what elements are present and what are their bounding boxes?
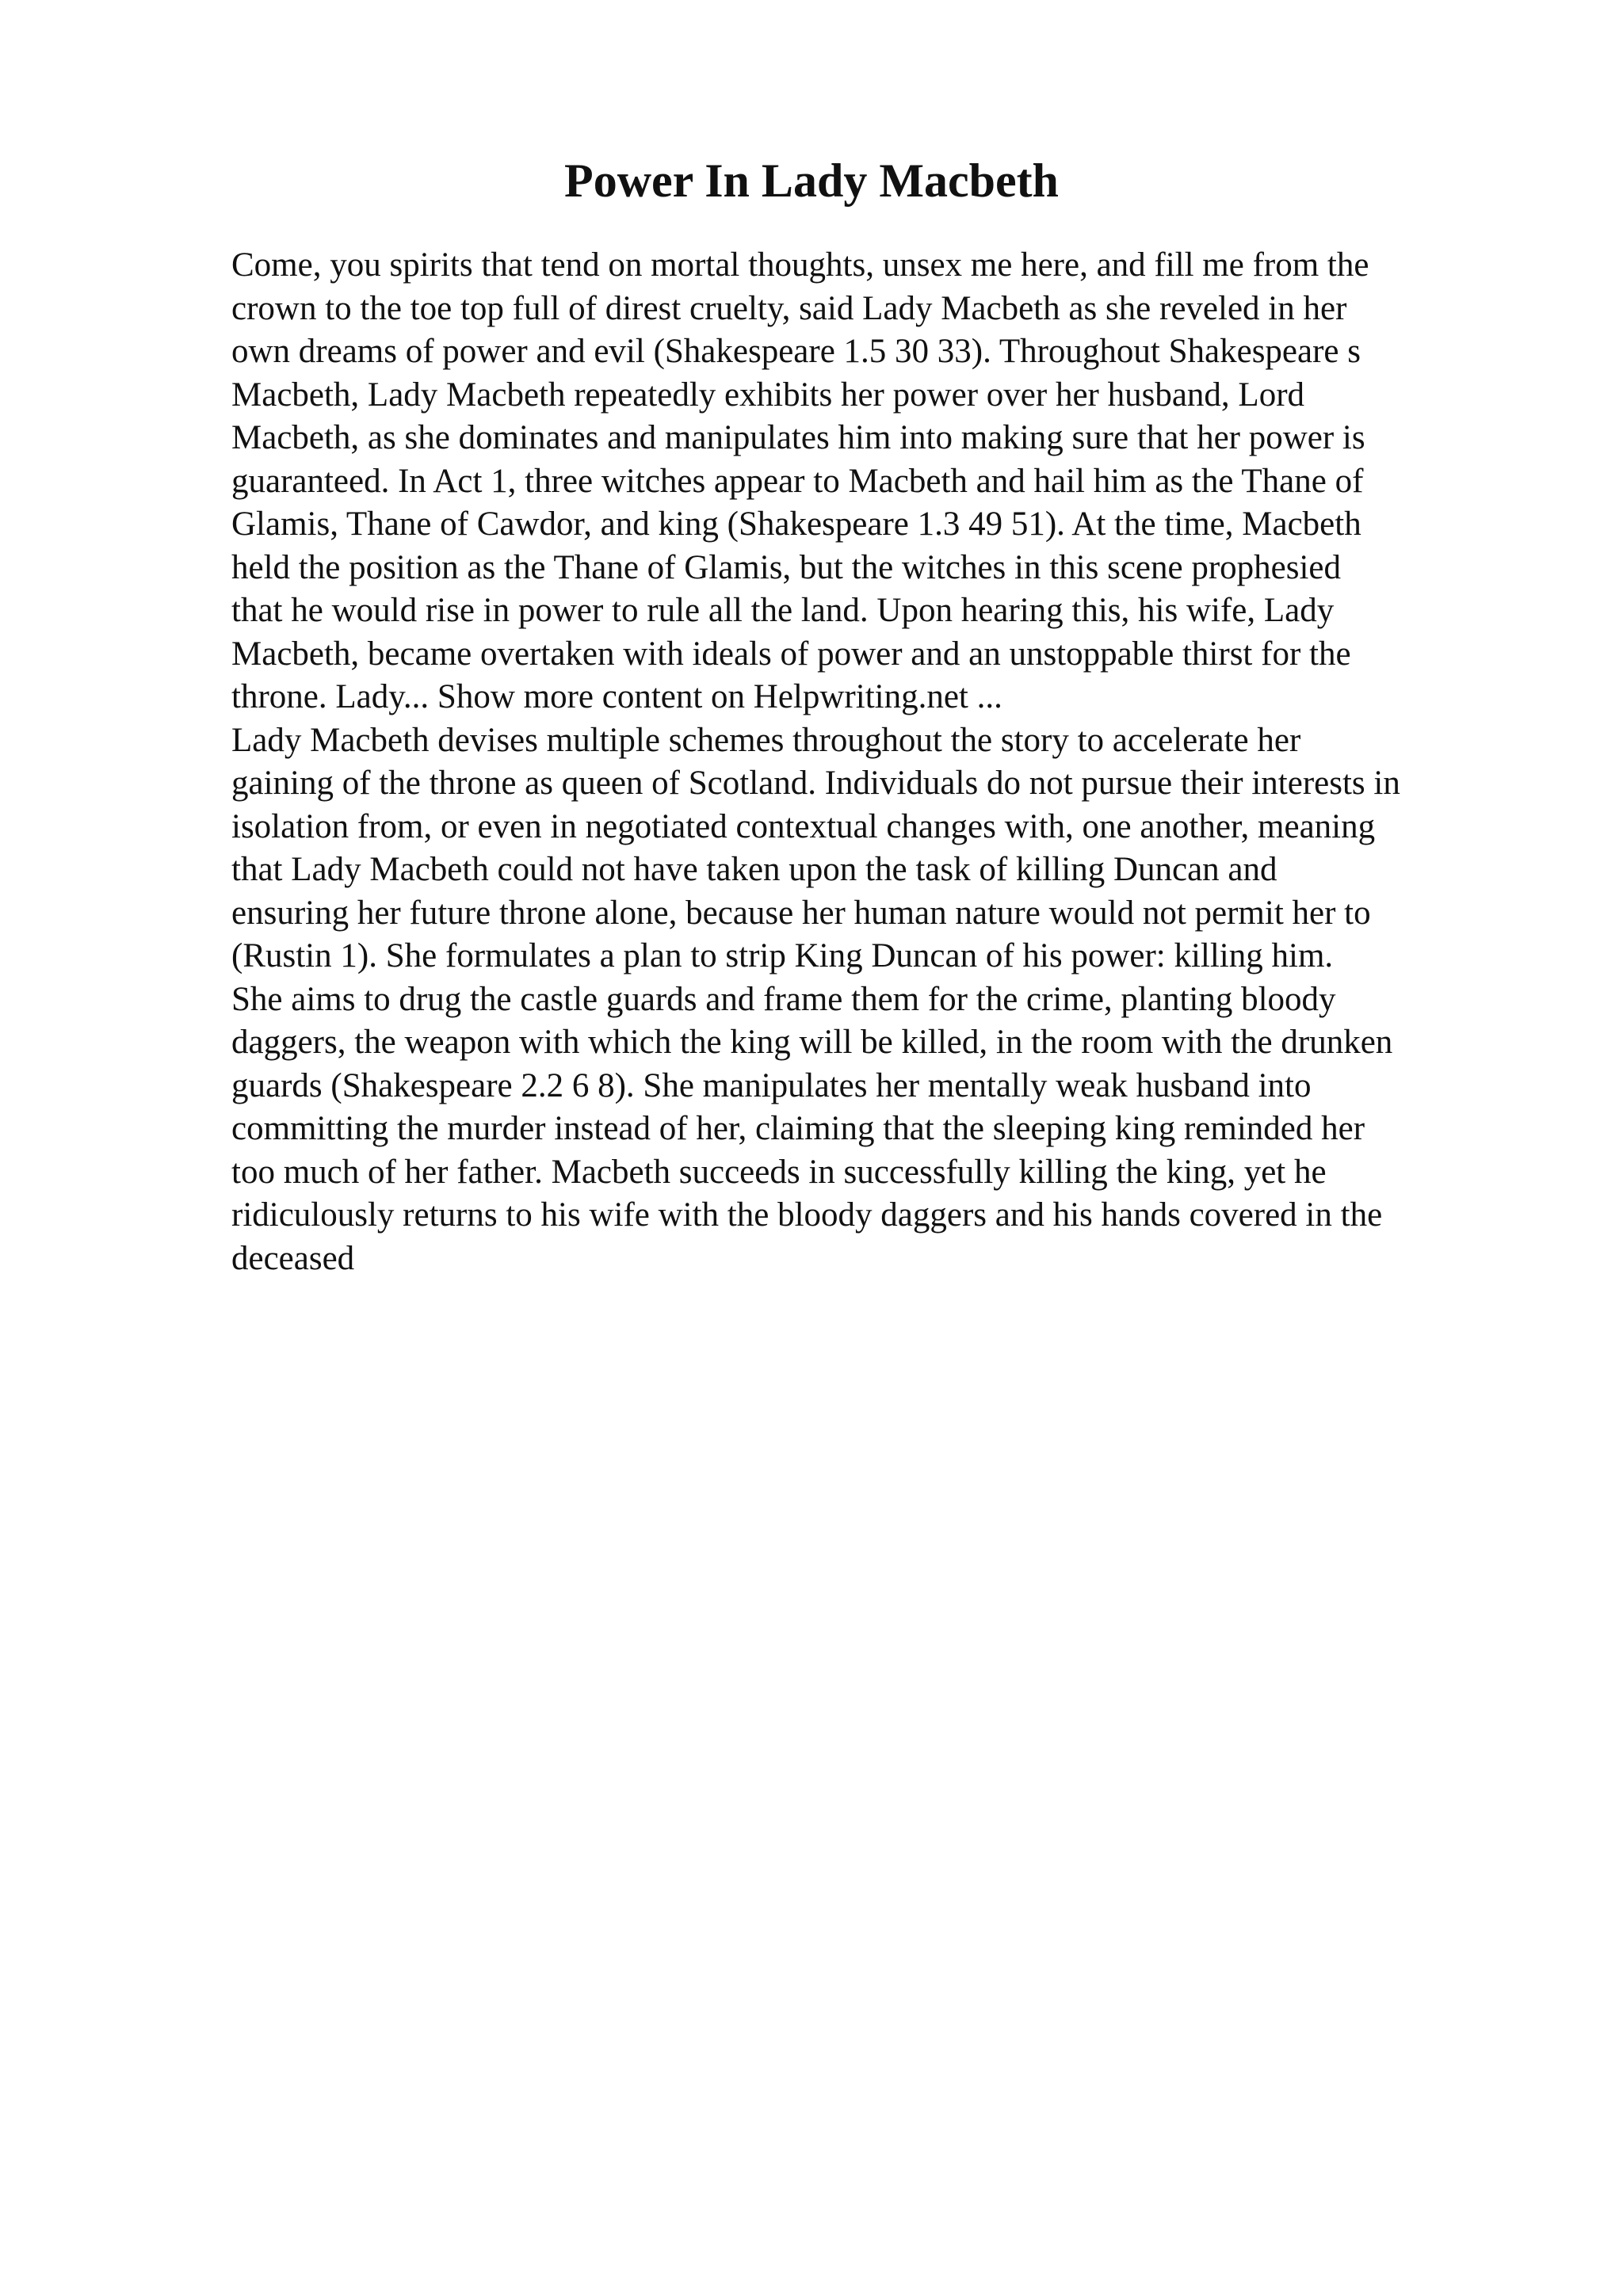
body-line: daggers, the weapon with which the king will be killed, in the room with the drunken [231,1024,1393,1061]
body-line: too much of her father. Macbeth succeeds in successfully killing the king, yet he [231,1153,1327,1191]
body-line: Lady Macbeth devises multiple schemes throughout the story to accelerate her [231,721,1301,759]
body-line: isolation from, or even in negotiated contextual changes with, one another, meaning [231,807,1376,845]
body-line: ridiculously returns to his wife with the bloody daggers and his hands covered in the [231,1196,1383,1234]
body-line: that Lady Macbeth could not have taken upon the task of killing Duncan and [231,851,1277,888]
body-line: Macbeth, as she dominates and manipulates him into making sure that her power is [231,419,1365,456]
body-line: throne. Lady... Show more content on Helpwriting.net ... [231,678,1002,715]
body-line: (Rustin 1). She formulates a plan to strip King Duncan of his power: killing him. [231,937,1334,974]
body-line: She aims to drug the castle guards and frame them for the crime, planting bloody [231,980,1336,1018]
document-title: Power In Lady Macbeth [564,154,1059,207]
body-line: deceased [231,1239,355,1277]
body-line: ensuring her future throne alone, because her human nature would not permit her to [231,894,1371,932]
body-line: Macbeth, became overtaken with ideals of power and an unstoppable thirst for the [231,635,1351,673]
body-line: guaranteed. In Act 1, three witches appear to Macbeth and hail him as the Thane of [231,462,1364,500]
body-line: Come, you spirits that tend on mortal thoughts, unsex me here, and fill me from the [231,246,1369,284]
body-line: crown to the toe top full of direst cruelty, said Lady Macbeth as she reveled in her [231,289,1347,327]
body-line: that he would rise in power to rule all the land. Upon hearing this, his wife, Lady [231,592,1335,629]
body-line: gaining of the throne as queen of Scotland. Individuals do not pursue their interests in [231,765,1400,802]
body-line: guards (Shakespeare 2.2 6 8). She manipulates her mentally weak husband into [231,1066,1312,1104]
body-line: committing the murder instead of her, claiming that the sleeping king reminded her [231,1110,1365,1147]
body-line: Glamis, Thane of Cawdor, and king (Shakespeare 1.3 49 51). At the time, Macbeth [231,505,1361,543]
document-body [231,244,1515,1280]
body-line: held the position as the Thane of Glamis, but the witches in this scene prophesied [231,548,1341,586]
body-line: Macbeth, Lady Macbeth repeatedly exhibits her power over her husband, Lord [231,376,1305,414]
body-line: own dreams of power and evil (Shakespeare 1.5 30 33). Throughout Shakespeare s [231,333,1361,370]
